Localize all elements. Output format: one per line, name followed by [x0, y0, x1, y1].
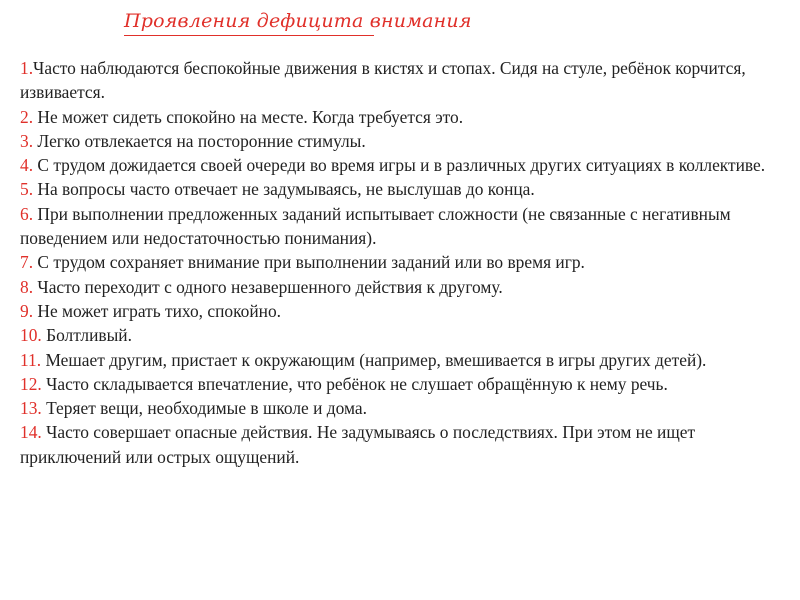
list-item [20, 323, 790, 347]
list-item [20, 177, 790, 201]
item-text: Часто наблюдаются беспокойные движения в кистях и стопах. Сидя на стуле, ребёнок корчится, извивается. [20, 58, 746, 103]
item-number: 11. [20, 349, 42, 370]
item-text: Теряет вещи, необходимые в школе и дома. [41, 398, 367, 419]
item-text: Не может играть тихо, спокойно. [33, 300, 281, 321]
list-item [20, 372, 790, 396]
list-item [20, 105, 790, 129]
item-text: На вопросы часто отвечает не задумываясь, не выслушав до конца. [33, 179, 535, 200]
item-number: 8. [20, 276, 34, 297]
item-text: Часто совершает опасные действия. Не задумываясь о последствиях. При этом не ищет приключений или острых ощущений. [20, 422, 696, 467]
item-number: 14. [20, 422, 42, 443]
list-item [20, 420, 790, 469]
item-text: С трудом дожидается своей очереди во время игры и в различных других ситуациях в коллективе. [33, 155, 766, 176]
list-item [20, 202, 790, 251]
list-item [20, 299, 790, 323]
item-number: 5. [20, 179, 34, 200]
item-number: 7. [20, 252, 34, 273]
item-text: Мешает другим, пристает к окружающим (например, вмешивается в игры других детей). [41, 349, 707, 370]
item-number: 3. [20, 130, 34, 151]
item-text: Часто складывается впечатление, что ребёнок не слушает обращённую к нему речь. [41, 373, 668, 394]
symptom-list [20, 56, 790, 469]
list-item [20, 275, 790, 299]
item-text: С трудом сохраняет внимание при выполнении заданий или во время игр. [33, 252, 585, 273]
list-item [20, 348, 790, 372]
item-text: Часто переходит с одного незавершенного действия к другому. [33, 276, 503, 297]
item-number: 6. [20, 203, 34, 224]
item-number: 2. [20, 106, 34, 127]
item-number: 13. [20, 398, 42, 419]
item-number: 10. [20, 325, 42, 346]
list-item [20, 153, 790, 177]
list-item [20, 250, 790, 274]
item-number: 12. [20, 373, 42, 394]
item-text: Не может сидеть спокойно на месте. Когда требуется это. [33, 106, 464, 127]
item-text: Болтливый. [41, 325, 132, 346]
list-item [20, 56, 790, 105]
item-number: 4. [20, 155, 34, 176]
list-item [20, 396, 790, 420]
title-underline [124, 35, 374, 36]
item-number: 1. [20, 58, 34, 78]
list-item [20, 129, 790, 153]
page-title: Проявления дефицита внимания [124, 10, 472, 32]
item-text: Легко отвлекается на посторонние стимулы. [33, 130, 366, 151]
item-number: 9. [20, 300, 34, 321]
item-text: При выполнении предложенных заданий испытывает сложности (не связанные с негативным поведением или недостаточностью понимания). [20, 203, 731, 249]
